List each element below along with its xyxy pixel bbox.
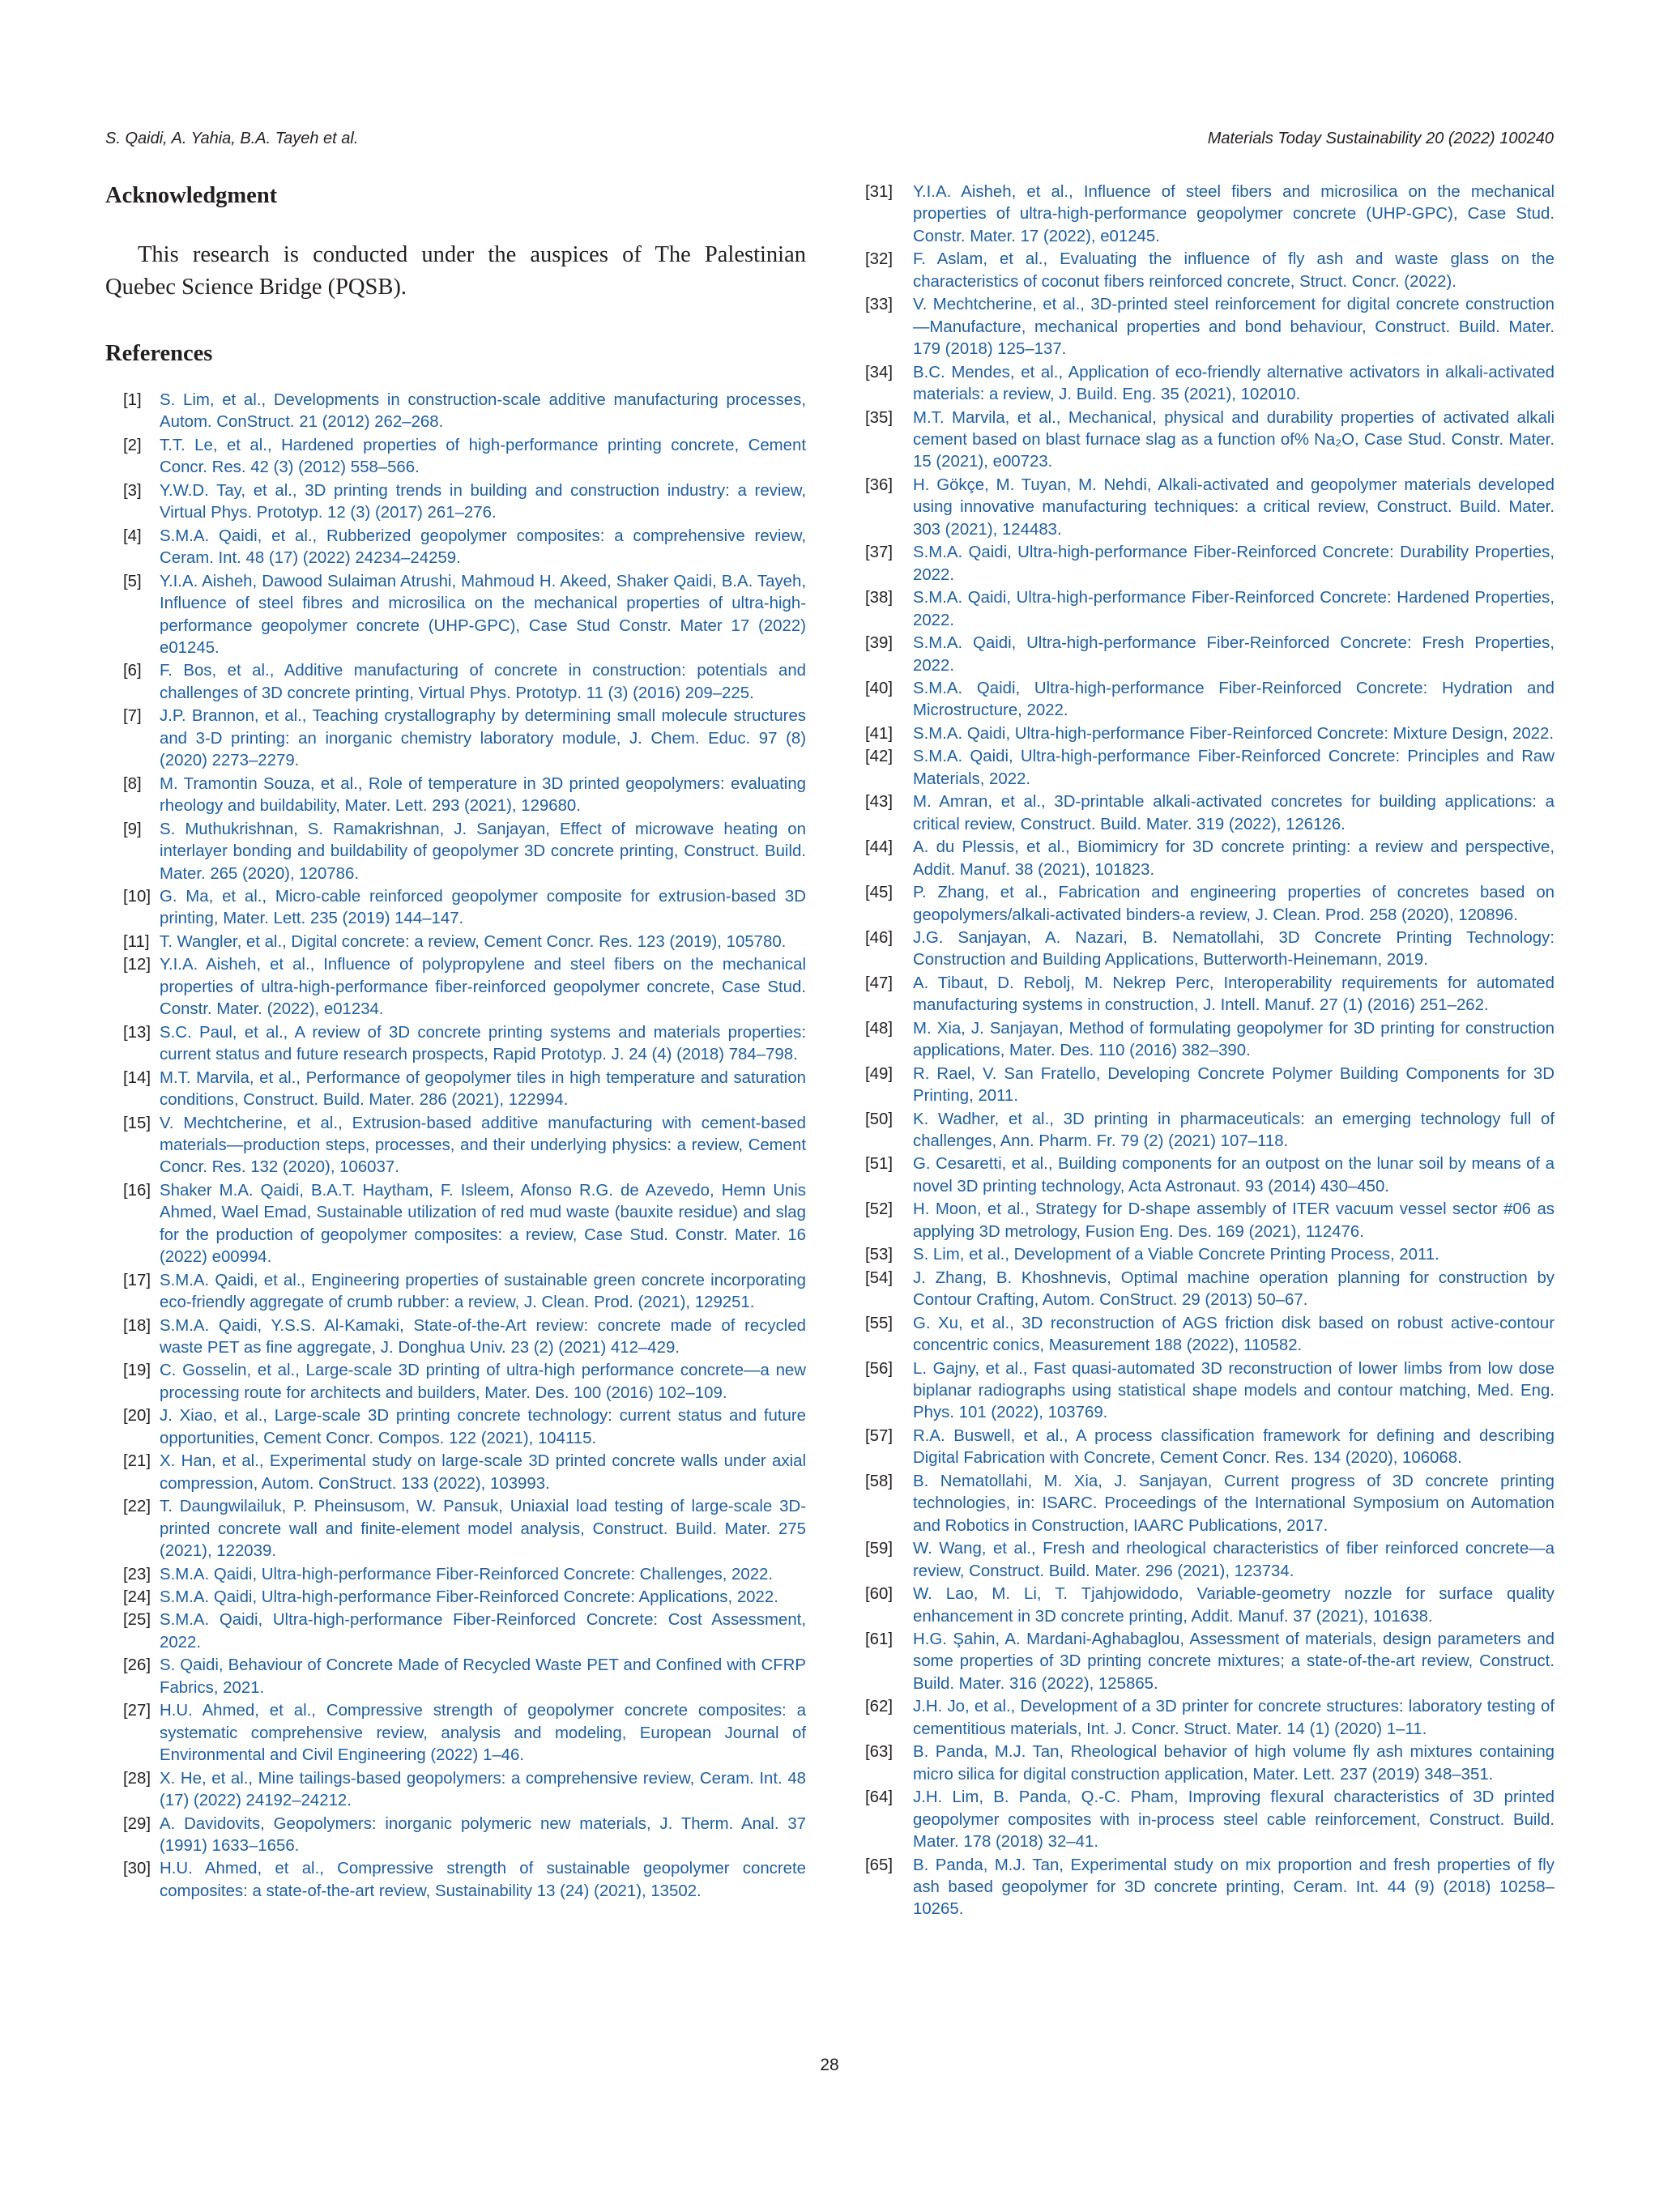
reference-link[interactable]: H.G. Şahin, A. Mardani-Aghabaglou, Assessment of materials, design parameters and some properties of 3D printing concrete mixtures; a state-of-the-art review, Construct. Build. Mater. 316 (2022), 125865.: [913, 1630, 1555, 1693]
reference-link[interactable]: V. Mechtcherine, et al., 3D-printed steel reinforcement for digital concrete construction—Manufacture, mechanical properties and bond behaviour, Construct. Build. Mater. 179 (2018) 125–137.: [913, 296, 1555, 359]
reference-item: [105, 1700, 806, 1767]
reference-link[interactable]: Y.I.A. Aisheh, et al., Influence of steel fibers and microsilica on the mechanical properties of ultra-high-performance geopolymer concrete (UHP-GPC), Case Stud. Constr. Mater. 17 (2022), e01245.: [913, 183, 1555, 245]
reference-item: [105, 1768, 806, 1813]
reference-item: [105, 1655, 806, 1699]
reference-item: [865, 1063, 1555, 1108]
reference-item: [865, 1787, 1555, 1853]
reference-item: [865, 1696, 1555, 1741]
reference-link[interactable]: S.M.A. Qaidi, Ultra-high-performance Fiber-Reinforced Concrete: Hydration and Microstructure, 2022.: [913, 679, 1555, 720]
reference-link[interactable]: S.M.A. Qaidi, et al., Engineering properties of sustainable green concrete incorporating eco-friendly aggregate of crumb rubber: a review, J. Clean. Prod. (2021), 129251.: [160, 1271, 806, 1312]
reference-item: [105, 390, 806, 434]
reference-item: [105, 1405, 806, 1450]
reference-number: [2]: [123, 436, 142, 454]
reference-number: [9]: [123, 820, 142, 838]
reference-number: [47]: [865, 974, 893, 992]
reference-number: [55]: [865, 1314, 893, 1332]
reference-link[interactable]: J.G. Sanjayan, A. Nazari, B. Nematollahi, 3D Concrete Printing Technology: Construction and Building Applications, Butterworth-Heinemann, 2019.: [913, 928, 1555, 970]
reference-item: [865, 1471, 1555, 1537]
reference-number: [33]: [865, 296, 893, 314]
reference-number: [14]: [123, 1068, 151, 1087]
reference-link[interactable]: Y.I.A. Aisheh, et al., Influence of polypropylene and steel fibers on the mechanical properties of ultra-high-performance fiber-reinforced geopolymer concrete, Case Stud. Constr. Mater. (2022), e01234.: [160, 956, 806, 1019]
reference-item: [865, 1018, 1555, 1063]
reference-link[interactable]: J.H. Jo, et al., Development of a 3D printer for concrete structures: laboratory testing of cementitious materials, Int. J. Concr. Struct. Mater. 14 (1) (2020) 1–11.: [913, 1698, 1555, 1738]
reference-number: [28]: [123, 1769, 151, 1788]
reference-item: [105, 526, 806, 570]
reference-item: [865, 1629, 1555, 1695]
reference-link[interactable]: S.C. Paul, et al., A review of 3D concrete printing systems and materials properties: current status and future research prospects, Rapid Prototyp. J. 24 (4) (2018) 784–798.: [160, 1023, 806, 1064]
reference-link[interactable]: S.M.A. Qaidi, Ultra-high-performance Fiber-Reinforced Concrete: Applications, 2022.: [160, 1588, 778, 1607]
reference-item: [105, 435, 806, 479]
reference-item: [105, 1360, 806, 1404]
reference-number: [32]: [865, 250, 893, 269]
reference-number: [30]: [123, 1860, 151, 1878]
reference-item: [105, 660, 806, 705]
reference-link[interactable]: J.P. Brannon, et al., Teaching crystallography by determining small molecule structures and 3-D printing: an inorganic chemistry laboratory module, J. Chem. Educ. 97 (8) (2020) 2273–2279.: [160, 707, 806, 770]
reference-number: [50]: [865, 1110, 893, 1128]
reference-link[interactable]: S.M.A. Qaidi, Ultra-high-performance Fiber-Reinforced Concrete: Hardened Properties, 2022.: [913, 589, 1555, 629]
reference-item: [105, 705, 806, 772]
reference-number: [46]: [865, 928, 893, 947]
reference-number: [53]: [865, 1246, 893, 1264]
reference-link[interactable]: B.C. Mendes, et al., Application of eco-friendly alternative activators in alkali-activated materials: a review, J. Build. Eng. 35 (2021), 102010.: [913, 363, 1555, 404]
reference-link[interactable]: S.M.A. Qaidi, Ultra-high-performance Fiber-Reinforced Concrete: Fresh Properties, 2022.: [913, 634, 1555, 675]
reference-item: [865, 1109, 1555, 1153]
reference-number: [49]: [865, 1064, 893, 1083]
reference-link[interactable]: W. Wang, et al., Fresh and rheological characteristics of fiber reinforced concrete—a review, Construct. Build. Mater. 296 (2021), 123734.: [913, 1540, 1555, 1580]
reference-link[interactable]: J. Xiao, et al., Large-scale 3D printing concrete technology: current status and future opportunities, Cement Concr. Compos. 122 (2021), 104115.: [160, 1407, 806, 1447]
reference-link[interactable]: S. Lim, et al., Developments in construction-scale additive manufacturing processes, Autom. ConStruct. 21 (2012) 262–268.: [160, 391, 806, 432]
reference-item: [865, 1538, 1555, 1583]
reference-link[interactable]: S.M.A. Qaidi, Ultra-high-performance Fiber-Reinforced Concrete: Mixture Design, 2022.: [913, 724, 1555, 743]
reference-link[interactable]: B. Nematollahi, M. Xia, J. Sanjayan, Current progress of 3D concrete printing technologies, in: ISARC. Proceedings of the International Symposium on Automation and Robotics in Construction, IAARC Publications, 2017.: [913, 1472, 1555, 1535]
reference-link[interactable]: G. Cesaretti, et al., Building components for an outpost on the lunar soil by means of a novel 3D printing technology, Acta Astronaut. 93 (2014) 430–450.: [913, 1155, 1555, 1196]
reference-number: [8]: [123, 774, 142, 793]
reference-number: [27]: [123, 1702, 151, 1720]
reference-number: [60]: [865, 1585, 893, 1604]
reference-item: [865, 587, 1555, 632]
reference-link[interactable]: R.A. Buswell, et al., A process classification framework for defining and describing Digital Fabrication with Concrete, Cement Concr. Res. 134 (2020), 106068.: [913, 1426, 1555, 1468]
reference-item: [105, 1587, 806, 1609]
reference-list-left: [105, 390, 806, 1903]
reference-item: [865, 882, 1555, 927]
reference-item: [865, 1583, 1555, 1628]
reference-item: [865, 294, 1555, 360]
reference-number: [41]: [865, 724, 893, 743]
reference-link[interactable]: A. du Plessis, et al., Biomimicry for 3D concrete printing: a review and perspective, Addit. Manuf. 38 (2021), 101823.: [913, 838, 1555, 879]
reference-item: [865, 1426, 1555, 1470]
reference-link[interactable]: S.M.A. Qaidi, et al., Rubberized geopolymer composites: a comprehensive review, Ceram. Int. 48 (17) (2022) 24234–24259.: [160, 526, 806, 568]
reference-number: [17]: [123, 1271, 151, 1289]
reference-item: [865, 633, 1555, 677]
reference-number: [58]: [865, 1472, 893, 1490]
reference-item: [865, 1855, 1555, 1921]
reference-item: [865, 837, 1555, 881]
reference-item: [105, 1858, 806, 1903]
reference-link[interactable]: Y.W.D. Tay, et al., 3D printing trends in building and construction industry: a review, Virtual Phys. Prototyp. 12 (3) (2017) 261–276.: [160, 481, 806, 522]
reference-number: [15]: [123, 1114, 151, 1132]
reference-number: [44]: [865, 838, 893, 857]
reference-link[interactable]: Shaker M.A. Qaidi, B.A.T. Haytham, F. Isleem, Afonso R.G. de Azevedo, Hemn Unis Ahmed, Wael Emad, Sustainable utilization of red mud waste (bauxite residue) and slag for the production of geopolymer composites: a review, Case Stud. Constr. Mater. 16 (2022) e00994.: [160, 1181, 806, 1267]
reference-number: [20]: [123, 1407, 151, 1426]
reference-item: [105, 1813, 806, 1858]
reference-item: [105, 1315, 806, 1360]
reference-number: [48]: [865, 1019, 893, 1038]
reference-number: [38]: [865, 589, 893, 607]
reference-item: [105, 571, 806, 660]
reference-number: [10]: [123, 887, 151, 906]
reference-link[interactable]: J. Zhang, B. Khoshnevis, Optimal machine operation planning for construction by Contour Crafting, Autom. ConStruct. 29 (2013) 50–67.: [913, 1268, 1555, 1310]
reference-link[interactable]: J.H. Lim, B. Panda, Q.-C. Pham, Improving flexural characteristics of 3D printed geopolymer composites with in-process steel cable reinforcement, Construct. Build. Mater. 178 (2018) 32–41.: [913, 1788, 1555, 1852]
reference-link[interactable]: S.M.A. Qaidi, Ultra-high-performance Fiber-Reinforced Concrete: Principles and Raw Materials, 2022.: [913, 748, 1555, 788]
reference-item: [865, 407, 1555, 474]
reference-item: [105, 1068, 806, 1112]
reference-number: [57]: [865, 1426, 893, 1445]
reference-number: [34]: [865, 363, 893, 381]
reference-link[interactable]: S. Muthukrishnan, S. Ramakrishnan, J. Sanjayan, Effect of microwave heating on interlayer bonding and buildability of geopolymer 3D concrete printing, Construct. Build. Mater. 265 (2020), 120786.: [160, 820, 806, 883]
reference-number: [65]: [865, 1856, 893, 1874]
references-heading: References: [105, 341, 213, 366]
reference-link[interactable]: H. Gökçe, M. Tuyan, M. Nehdi, Alkali-activated and geopolymer materials developed using innovative manufacturing techniques: a critical review, Construct. Build. Mater. 303 (2021), 124483.: [913, 475, 1555, 539]
reference-item: [105, 1180, 806, 1269]
reference-link[interactable]: G. Ma, et al., Micro-cable reinforced geopolymer composite for extrusion-based 3D printing, Mater. Lett. 235 (2019) 144–147.: [160, 887, 806, 928]
reference-item: [105, 480, 806, 525]
reference-link[interactable]: A. Davidovits, Geopolymers: inorganic polymeric new materials, J. Therm. Anal. 37 (1991) 1633–1656.: [160, 1814, 806, 1855]
reference-number: [7]: [123, 707, 142, 726]
reference-item: [865, 1313, 1555, 1357]
reference-link[interactable]: P. Zhang, et al., Fabrication and engineering properties of concretes based on geopolymers/alkali-activated binders-a review, J. Clean. Prod. 258 (2020), 120896.: [913, 884, 1555, 924]
reference-number: [22]: [123, 1498, 151, 1516]
reference-number: [45]: [865, 884, 893, 902]
reference-item: [865, 1741, 1555, 1786]
reference-link[interactable]: X. He, et al., Mine tailings-based geopolymers: a comprehensive review, Ceram. Int. 48 (17) (2022) 24192–24212.: [160, 1769, 806, 1810]
reference-number: [36]: [865, 475, 893, 494]
reference-number: [56]: [865, 1359, 893, 1378]
reference-item: [865, 723, 1555, 745]
reference-link[interactable]: F. Bos, et al., Additive manufacturing of concrete in construction: potentials and challenges of 3D concrete printing, Virtual Phys. Prototyp. 11 (3) (2016) 209–225.: [160, 662, 806, 702]
reference-item: [105, 931, 806, 953]
reference-item: [105, 1022, 806, 1067]
reference-number: [11]: [123, 932, 150, 951]
reference-item: [865, 1199, 1555, 1243]
reference-link[interactable]: R. Rael, V. San Fratello, Developing Concrete Polymer Building Components for 3D Printing, 2011.: [913, 1064, 1555, 1106]
reference-link[interactable]: T. Daungwilailuk, P. Pheinsusom, W. Pansuk, Uniaxial load testing of large-scale 3D-printed concrete wall and finite-element model analysis, Construct. Build. Mater. 275 (2021), 122039.: [160, 1498, 806, 1561]
reference-item: [105, 1270, 806, 1315]
left-column: [105, 180, 806, 1903]
reference-number: [52]: [865, 1200, 893, 1219]
reference-link[interactable]: B. Panda, M.J. Tan, Experimental study on mix proportion and fresh properties of fly ash based geopolymer for 3D concrete printing, Ceram. Int. 44 (9) (2018) 10258–10265.: [913, 1856, 1555, 1919]
running-head-authors: S. Qaidi, A. Yahia, B.A. Tayeh et al.: [105, 130, 359, 147]
reference-item: [865, 249, 1555, 293]
reference-number: [3]: [123, 481, 142, 500]
reference-link[interactable]: M. Tramontin Souza, et al., Role of temperature in 3D printed geopolymers: evaluating rheology and buildability, Mater. Lett. 293 (2021), 129680.: [160, 774, 806, 816]
reference-item: [865, 542, 1555, 586]
reference-item: [105, 954, 806, 1021]
reference-link[interactable]: F. Aslam, et al., Evaluating the influence of fly ash and waste glass on the characteristics of coconut fibers reinforced concrete, Struct. Concr. (2022).: [913, 250, 1555, 291]
reference-number: [13]: [123, 1023, 151, 1042]
reference-number: [35]: [865, 408, 893, 427]
reference-number: [24]: [123, 1588, 151, 1607]
reference-item: [105, 774, 806, 818]
reference-number: [63]: [865, 1743, 893, 1762]
reference-number: [23]: [123, 1565, 151, 1583]
reference-number: [51]: [865, 1155, 893, 1174]
reference-number: [25]: [123, 1611, 151, 1630]
reference-item: [865, 475, 1555, 541]
reference-link[interactable]: H.U. Ahmed, et al., Compressive strength of sustainable geopolymer concrete composites: a state-of-the-art review, Sustainability 13 (24) (2021), 13502.: [160, 1860, 806, 1900]
reference-number: [5]: [123, 572, 142, 590]
reference-number: [61]: [865, 1630, 893, 1648]
reference-number: [6]: [123, 662, 142, 680]
reference-item: [865, 362, 1555, 407]
running-head-journal: Materials Today Sustainability 20 (2022) 100240: [1207, 130, 1554, 147]
reference-number: [16]: [123, 1181, 151, 1200]
reference-link[interactable]: W. Lao, M. Li, T. Tjahjowidodo, Variable-geometry nozzle for surface quality enhancement in 3D concrete printing, Addit. Manuf. 37 (2021), 101638.: [913, 1585, 1555, 1626]
reference-number: [62]: [865, 1698, 893, 1716]
reference-number: [12]: [123, 956, 151, 974]
acknowledgment-text: This research is conducted under the auspices of The Palestinian Quebec Science Bridge (PQSB).: [105, 242, 806, 300]
reference-link[interactable]: L. Gajny, et al., Fast quasi-automated 3D reconstruction of lower limbs from low dose biplanar radiographs using statistical shape models and contour matching, Med. Eng. Phys. 101 (2022), 103769.: [913, 1359, 1555, 1422]
reference-item: [865, 746, 1555, 791]
reference-item: [865, 973, 1555, 1017]
reference-link[interactable]: Y.I.A. Aisheh, Dawood Sulaiman Atrushi, Mahmoud H. Akeed, Shaker Qaidi, B.A. Tayeh, Influence of steel fibres and microsilica on the mechanical properties of ultra-high-performance geopolymer concrete (UHP-GPC), Case Stud Constr. Mater 17 (2022) e01245.: [160, 572, 806, 657]
reference-item: [865, 1244, 1555, 1266]
reference-item: [865, 181, 1555, 248]
reference-list-right: [865, 181, 1555, 1921]
reference-link[interactable]: B. Panda, M.J. Tan, Rheological behavior of high volume fly ash mixtures containing micro silica for digital construction application, Mater. Lett. 237 (2019) 348–351.: [913, 1743, 1555, 1784]
reference-link[interactable]: M.T. Marvila, et al., Performance of geopolymer tiles in high temperature and saturation conditions, Construct. Build. Mater. 286 (2021), 122994.: [160, 1068, 806, 1110]
reference-number: [1]: [123, 391, 142, 409]
reference-number: [39]: [865, 634, 893, 653]
reference-link[interactable]: C. Gosselin, et al., Large-scale 3D printing of ultra-high performance concrete—a new processing route for architects and builders, Mater. Des. 100 (2016) 102–109.: [160, 1362, 806, 1402]
reference-item: [865, 1358, 1555, 1425]
reference-item: [105, 886, 806, 931]
reference-number: [31]: [865, 183, 893, 201]
reference-link[interactable]: S.M.A. Qaidi, Y.S.S. Al-Kamaki, State-of-the-Art review: concrete made of recycled waste PET as fine aggregate, J. Donghua Univ. 23 (2) (2021) 412–429.: [160, 1316, 806, 1357]
reference-link[interactable]: X. Han, et al., Experimental study on large-scale 3D printed concrete walls under axial compression, Autom. ConStruct. 133 (2022), 103993.: [160, 1452, 806, 1493]
reference-number: [37]: [865, 543, 893, 562]
reference-item: [865, 927, 1555, 972]
reference-link[interactable]: S.M.A. Qaidi, Ultra-high-performance Fiber-Reinforced Concrete: Challenges, 2022.: [160, 1565, 774, 1583]
reference-number: [18]: [123, 1316, 151, 1335]
reference-link[interactable]: G. Xu, et al., 3D reconstruction of AGS friction disk based on robust active-contour concentric conics, Measurement 188 (2022), 110582.: [913, 1314, 1555, 1355]
reference-link[interactable]: V. Mechtcherine, et al., Extrusion-based additive manufacturing with cement-based materials—production steps, processes, and their underlying physics: a review, Cement Concr. Res. 132 (2020), 106037.: [160, 1114, 806, 1177]
acknowledgment-heading: Acknowledgment: [105, 183, 278, 208]
reference-number: [40]: [865, 679, 893, 697]
reference-item: [865, 678, 1555, 722]
reference-link[interactable]: T.T. Le, et al., Hardened properties of high-performance printing concrete, Cement Concr. Res. 42 (3) (2012) 558–566.: [160, 436, 806, 477]
reference-number: [43]: [865, 793, 893, 812]
reference-item: [865, 1268, 1555, 1312]
reference-item: [865, 791, 1555, 836]
reference-number: [26]: [123, 1656, 151, 1675]
reference-item: [105, 1113, 806, 1179]
reference-item: [105, 1496, 806, 1562]
reference-number: [64]: [865, 1788, 893, 1807]
reference-item: [105, 1451, 806, 1495]
reference-number: [19]: [123, 1362, 151, 1380]
reference-item: [105, 1609, 806, 1654]
reference-item: [105, 1564, 806, 1586]
reference-link[interactable]: K. Wadher, et al., 3D printing in pharmaceuticals: an emerging technology full of challenges, Ann. Pharm. Fr. 79 (2) (2021) 107–118.: [913, 1110, 1555, 1151]
reference-number: [59]: [865, 1540, 893, 1558]
reference-link[interactable]: T. Wangler, et al., Digital concrete: a review, Cement Concr. Res. 123 (2019), 105780.: [160, 932, 787, 951]
reference-number: [4]: [123, 526, 142, 545]
reference-link[interactable]: S.M.A. Qaidi, Ultra-high-performance Fiber-Reinforced Concrete: Durability Properties, 2022.: [913, 543, 1555, 584]
reference-link[interactable]: M.T. Marvila, et al., Mechanical, physical and durability properties of activated alkali cement based on blast furnace slag as a function of% Na₂O, Case Stud. Constr. Mater. 15 (2021), e00723.: [913, 408, 1555, 471]
reference-link[interactable]: S. Qaidi, Behaviour of Concrete Made of Recycled Waste PET and Confined with CFRP Fabrics, 2021.: [160, 1656, 806, 1697]
reference-item: [865, 1153, 1555, 1198]
right-column: [865, 181, 1555, 1922]
running-head: [105, 130, 1554, 154]
reference-link[interactable]: H.U. Ahmed, et al., Compressive strength of geopolymer concrete composites: a systematic comprehensive review, analysis and modeling, European Journal of Environmental and Civil Engineering (2022) 1–46.: [160, 1702, 806, 1765]
page-number: 28: [820, 2056, 839, 2074]
reference-number: [21]: [123, 1452, 151, 1471]
reference-link[interactable]: H. Moon, et al., Strategy for D-shape assembly of ITER vacuum vessel sector #06 as applying 3D metrology, Fusion Eng. Des. 169 (2021), 112476.: [913, 1200, 1555, 1241]
reference-number: [42]: [865, 748, 893, 766]
reference-link[interactable]: M. Xia, J. Sanjayan, Method of formulating geopolymer for 3D printing for construction applications, Mater. Des. 110 (2016) 382–390.: [913, 1019, 1555, 1060]
reference-number: [29]: [123, 1814, 151, 1833]
reference-link[interactable]: M. Amran, et al., 3D-printable alkali-activated concretes for building applications: a critical review, Construct. Build. Mater. 319 (2022), 126126.: [913, 793, 1555, 833]
reference-item: [105, 819, 806, 885]
reference-link[interactable]: S.M.A. Qaidi, Ultra-high-performance Fiber-Reinforced Concrete: Cost Assessment, 2022.: [160, 1611, 806, 1652]
reference-link[interactable]: A. Tibaut, D. Rebolj, M. Nekrep Perc, Interoperability requirements for automated manufacturing systems in construction, J. Intell. Manuf. 27 (1) (2016) 251–262.: [913, 974, 1555, 1015]
reference-link[interactable]: S. Lim, et al., Development of a Viable Concrete Printing Process, 2011.: [913, 1246, 1439, 1264]
reference-number: [54]: [865, 1268, 893, 1287]
